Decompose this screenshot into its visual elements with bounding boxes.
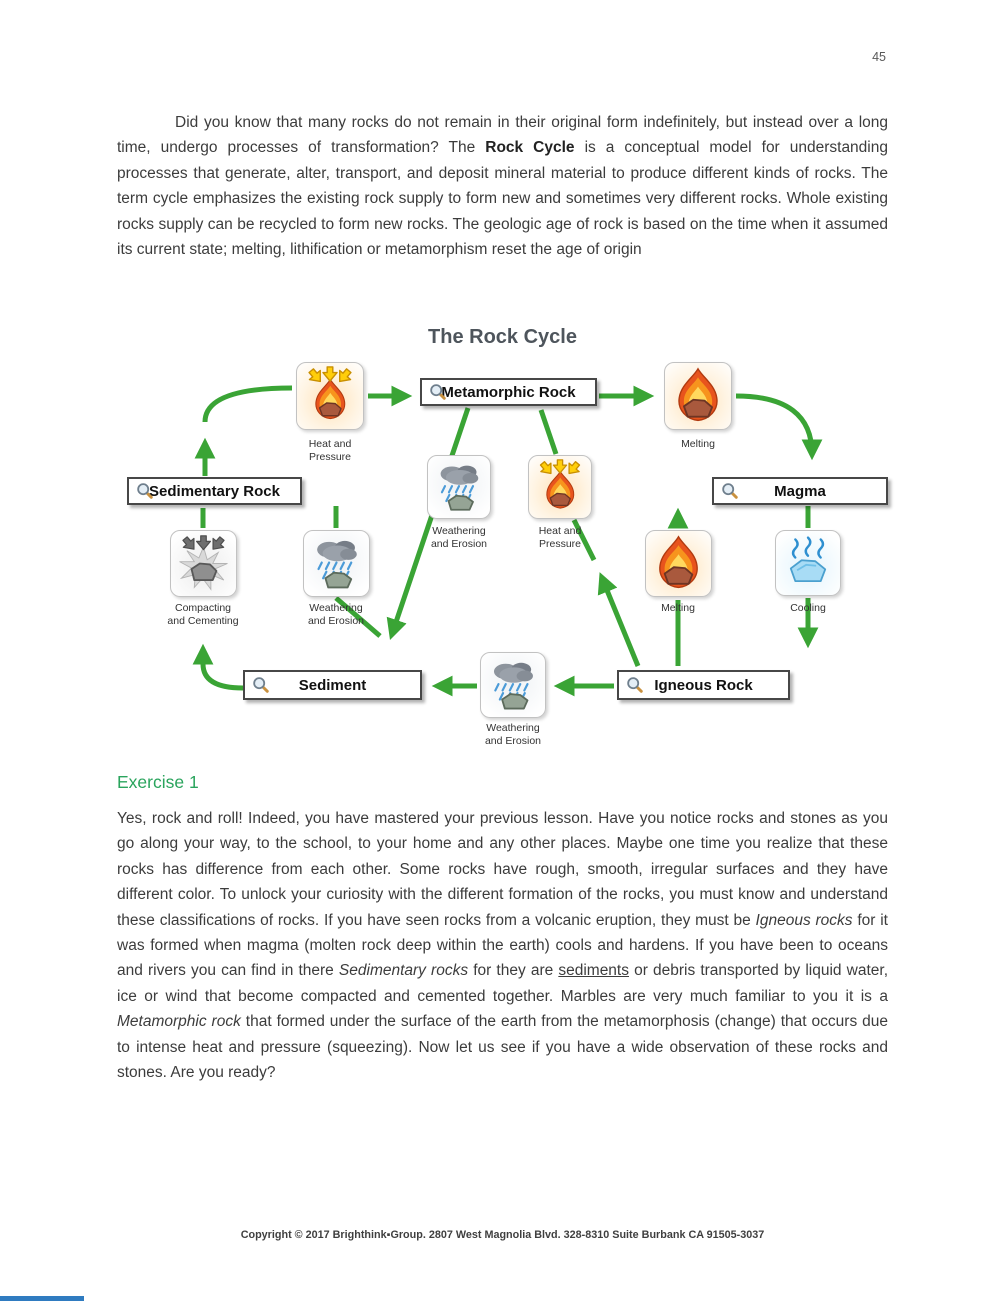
node-label: Sedimentary Rock	[149, 482, 280, 500]
node-igneous-rock	[617, 670, 790, 700]
flame-arrows-icon	[532, 459, 588, 515]
flame-icon	[668, 366, 728, 426]
flame-icon	[649, 534, 708, 593]
tile-weathering-left	[303, 530, 370, 597]
node-label: Metamorphic Rock	[441, 383, 576, 401]
sedimentary-rocks-italic-text: Sedimentary rocks	[338, 962, 469, 980]
igneous-rocks-italic-text: Igneous rocks	[755, 911, 853, 929]
tile-heat-and-pressure-center	[528, 455, 592, 519]
node-sedimentary-rock	[127, 477, 302, 505]
exercise-text-5: that formed under the surface of the earth from the metamorphosis (change) that occurs due to intense heat and pressure (squeezing). Now let us see if you have a wide observation of these rocks and stones. Are you ready?	[117, 1013, 888, 1082]
tile-compacting-and-cementing	[170, 530, 237, 597]
tile-heat-and-pressure-top	[296, 362, 364, 430]
intro-text-2: is a conceptual model for understanding processes that generate, alter, transport, and deposit mineral material to produce different kinds of rocks. The term cycle emphasizes the existing rock supply to form new and sometimes very different rocks. Whole existing rocks supply can be recycled to form new rocks. The geologic age of rock is based on the time when it assumed its current state; melting, lithification or metamorphism reset the age of origin	[117, 139, 888, 259]
node-label: Magma	[774, 482, 826, 500]
footer-accent-bar	[0, 1296, 84, 1301]
tile-label-cooling: Cooling	[790, 602, 826, 614]
tile-label-weathering-center: Weathering and Erosion	[430, 525, 488, 550]
tile-melting-top	[664, 362, 732, 430]
tile-label-weathering-bottom: Weathering and Erosion	[484, 722, 542, 747]
magnifier-icon	[429, 383, 447, 401]
node-magma	[712, 477, 888, 505]
exercise-text-2: for it was formed when magma (molten rock deep within the earth) cools and hardens. If you have been to oceans and rivers you can find in there	[117, 911, 888, 980]
page-number: 45	[872, 50, 886, 64]
tile-label-melting-right: Melting	[661, 602, 695, 614]
tile-weathering-center	[427, 455, 491, 519]
cooling-icon	[779, 534, 837, 592]
diagram-title: The Rock Cycle	[428, 326, 577, 348]
exercise-text-4: or debris transported by liquid water, ice or wind that become compacted and cemented together. Marbles are very much familiar to you it is a	[117, 962, 889, 1005]
node-metamorphic-rock	[420, 378, 597, 406]
magnifier-icon	[626, 676, 644, 694]
magnifier-icon	[252, 676, 270, 694]
node-label: Igneous Rock	[654, 676, 753, 694]
tile-label-heat-and-pressure-top: Heat and Pressure	[308, 438, 352, 463]
tile-weathering-bottom	[480, 652, 546, 718]
tile-label-compacting-and-cementing: Compacting and Cementing	[167, 602, 239, 627]
tile-label-weathering-left: Weathering and Erosion	[307, 602, 365, 627]
metamorphic-rock-italic-text: Metamorphic rock	[117, 1013, 241, 1031]
exercise-paragraph	[117, 806, 888, 1085]
node-sediment	[243, 670, 422, 700]
rock-cycle-bold-text: Rock Cycle	[485, 139, 575, 157]
rain-cloud-icon	[484, 656, 542, 714]
intro-text-1: Did you know that many rocks do not remain in their original form indefinitely, but instead over a long time, undergo processes of transformation? The	[117, 114, 888, 157]
tile-label-melting-top: Melting	[681, 438, 715, 450]
node-label: Sediment	[298, 676, 367, 694]
compacting-icon	[174, 534, 233, 593]
tile-label-heat-and-pressure-center: Heat and Pressure	[538, 525, 582, 550]
flame-arrows-icon	[300, 366, 360, 426]
rock-cycle-diagram	[0, 320, 1005, 766]
magnifier-icon	[136, 482, 154, 500]
rain-cloud-icon	[307, 534, 366, 593]
exercise-text-3: for they are	[468, 962, 559, 980]
exercise-heading: Exercise 1	[117, 772, 199, 792]
exercise-text-1: Yes, rock and roll! Indeed, you have mastered your previous lesson. Have you notice rocks and stones as you go along your way, to the school, to your home and any other places. Maybe one time you realize that these rocks has difference from each other. Some rocks have rough, smooth, irregular surfaces and they have different color. To unlock your curiosity with the different formation of the rocks, you must know and understand these classifications of rocks. If you have seen rocks from a volcanic eruption, they must be	[117, 810, 888, 929]
intro-paragraph	[117, 110, 888, 262]
sediments-underlined-text: sediments	[558, 962, 629, 980]
tile-melting-right	[645, 530, 712, 597]
footer-copyright: Copyright © 2017 Brighthink▪Group. 2807 West Magnolia Blvd. 328-8310 Suite Burbank CA 91505-3037	[240, 1229, 765, 1241]
magnifier-icon	[721, 482, 739, 500]
tile-cooling	[775, 530, 841, 596]
rain-cloud-icon	[431, 459, 487, 515]
